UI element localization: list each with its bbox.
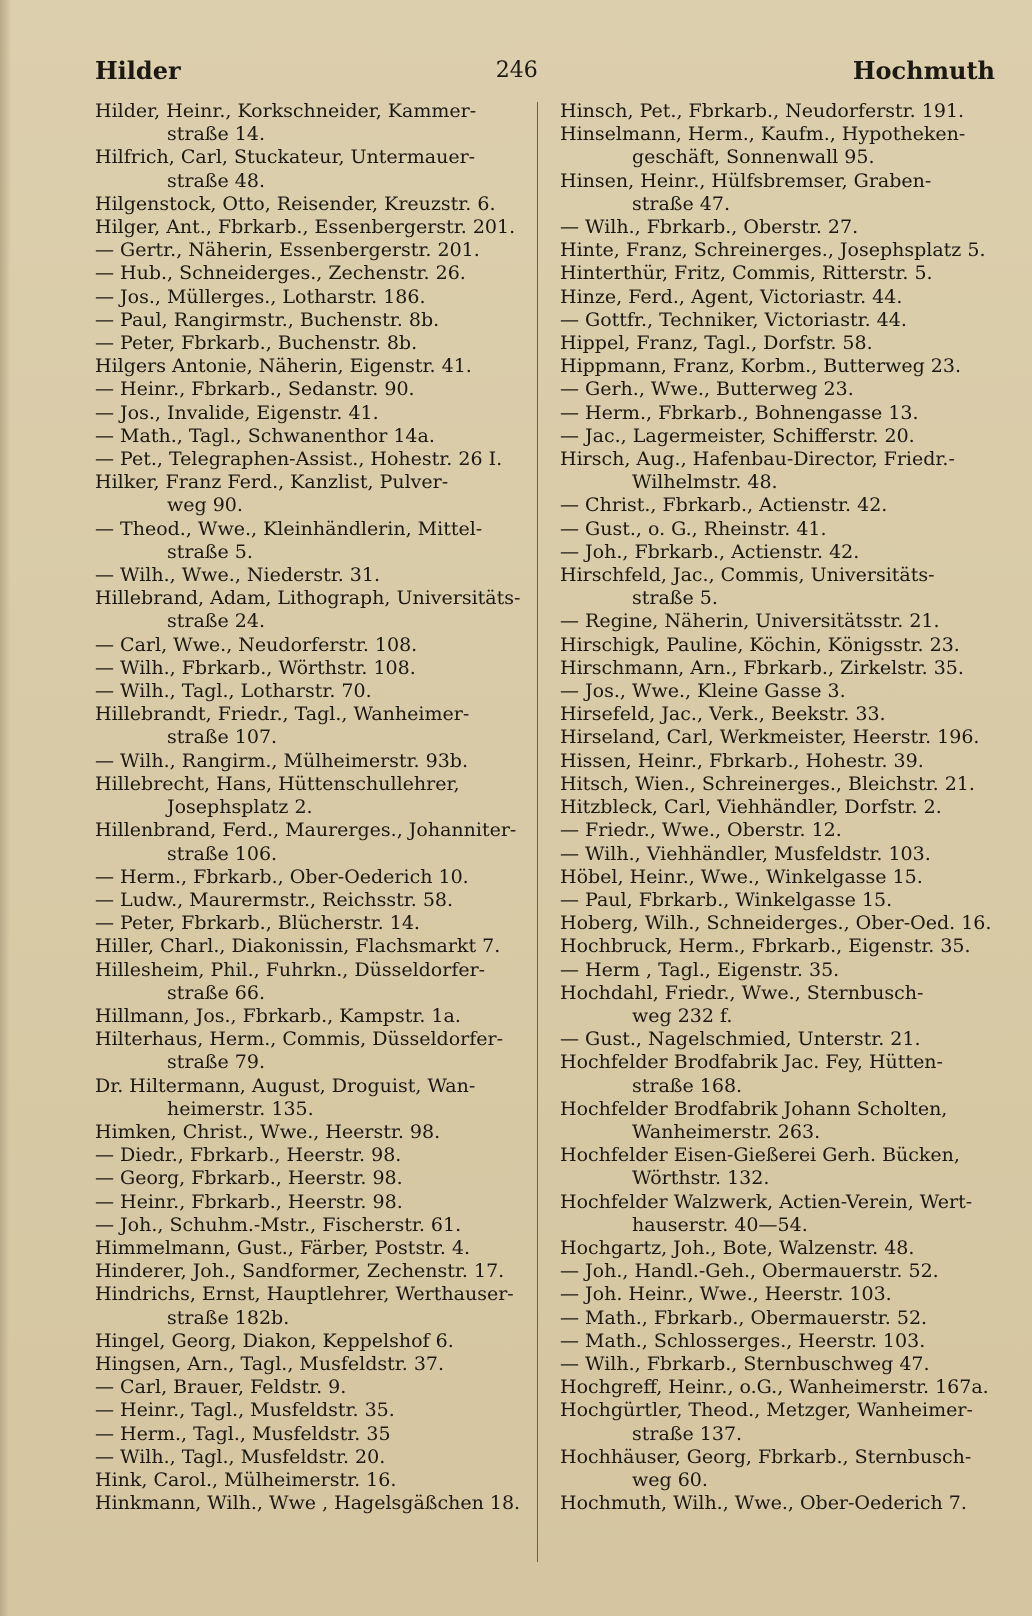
directory-line: — Math., Fbrkarb., Obermauerstr. 52. [560, 1306, 928, 1329]
directory-line: straße 79. [167, 1051, 265, 1074]
directory-line: Dr. Hiltermann, August, Droguist, Wan- [95, 1074, 476, 1097]
directory-line: Hinsch, Pet., Fbrkarb., Neudorferstr. 191. [560, 100, 965, 122]
directory-line: — Jos., Wwe., Kleine Gasse 3. [560, 680, 846, 703]
directory-line: — Heinr., Fbrkarb., Heerstr. 98. [95, 1190, 403, 1213]
directory-line: — Hub., Schneiderges., Zechenstr. 26. [95, 262, 466, 285]
directory-line: straße 48. [167, 169, 265, 192]
directory-line: Hissen, Heinr., Fbrkarb., Hohestr. 39. [560, 749, 924, 772]
directory-line: — Theod., Wwe., Kleinhändlerin, Mittel- [95, 517, 483, 540]
directory-line: weg 90. [167, 494, 243, 517]
directory-line: Hoberg, Wilh., Schneiderges., Ober-Oed. 16. [560, 912, 992, 935]
directory-line: — Gertr., Näherin, Essenbergerstr. 201. [95, 239, 480, 262]
directory-line: — Christ., Fbrkarb., Actienstr. 42. [560, 494, 888, 517]
directory-line: Hilterhaus, Herm., Commis, Düsseldorfer- [95, 1028, 504, 1051]
directory-line: Hinderer, Joh., Sandformer, Zechenstr. 17. [95, 1260, 505, 1283]
directory-line: Hilder, Heinr., Korkschneider, Kammer- [95, 100, 477, 122]
directory-line: — Wilh., Fbrkarb., Wörthstr. 108. [95, 656, 416, 679]
directory-line: Hinte, Franz, Schreinerges., Josephsplatz 5. [560, 239, 986, 262]
directory-line: Hirsefeld, Jac., Verk., Beekstr. 33. [560, 703, 886, 726]
directory-line: Hillmann, Jos., Fbrkarb., Kampstr. 1a. [95, 1004, 461, 1027]
directory-line: Hilker, Franz Ferd., Kanzlist, Pulver- [95, 471, 449, 494]
directory-line: — Paul, Rangirmstr., Buchenstr. 8b. [95, 308, 440, 331]
directory-line: Hippel, Franz, Tagl., Dorfstr. 58. [560, 332, 873, 355]
directory-line: — Regine, Näherin, Universitätsstr. 21. [560, 610, 940, 633]
directory-line: Hochhäuser, Georg, Fbrkarb., Sternbusch- [560, 1445, 972, 1468]
directory-line: Hochfelder Brodfabrik Johann Scholten, [560, 1097, 948, 1120]
directory-line: Hiller, Charl., Diakonissin, Flachsmarkt 7. [95, 935, 501, 958]
page-edge-shadow [0, 0, 10, 1616]
directory-line: Hillesheim, Phil., Fuhrkn., Düsseldorfer- [95, 958, 486, 981]
directory-line: Hinze, Ferd., Agent, Victoriastr. 44. [560, 285, 903, 308]
directory-line: Hochgreff, Heinr., o.G., Wanheimerstr. 167a. [560, 1376, 989, 1399]
directory-line: — Joh., Handl.-Geh., Obermauerstr. 52. [560, 1260, 939, 1283]
directory-line: — Jac., Lagermeister, Schifferstr. 20. [560, 424, 915, 447]
directory-line: — Wilh., Tagl., Musfeldstr. 20. [95, 1445, 386, 1468]
directory-line: Hink, Carol., Mülheimerstr. 16. [95, 1468, 397, 1491]
directory-line: Hingel, Georg, Diakon, Keppelshof 6. [95, 1329, 454, 1352]
directory-line: straße 106. [167, 842, 278, 865]
directory-line: — Pet., Telegraphen-Assist., Hohestr. 26 I. [95, 448, 503, 471]
directory-line: — Herm., Fbrkarb., Bohnengasse 13. [560, 401, 919, 424]
directory-line: Hochdahl, Friedr., Wwe., Sternbusch- [560, 981, 924, 1004]
directory-line: Hillebrecht, Hans, Hüttenschullehrer, [95, 772, 460, 795]
directory-line: Hirsch, Aug., Hafenbau-Director, Friedr.- [560, 448, 955, 471]
directory-line: Himken, Christ., Wwe., Heerstr. 98. [95, 1120, 441, 1143]
directory-line: straße 66. [167, 981, 265, 1004]
directory-line: — Joh., Schuhm.-Mstr., Fischerstr. 61. [95, 1213, 462, 1236]
directory-line: straße 47. [632, 192, 730, 215]
directory-line: — Herm , Tagl., Eigenstr. 35. [560, 958, 840, 981]
directory-line: — Math., Schlosserges., Heerstr. 103. [560, 1329, 926, 1352]
directory-line: Josephsplatz 2. [167, 796, 313, 819]
directory-line: Hilgers Antonie, Näherin, Eigenstr. 41. [95, 355, 472, 378]
directory-line: straße 14. [167, 123, 265, 146]
directory-line: — Diedr., Fbrkarb., Heerstr. 98. [95, 1144, 402, 1167]
directory-line: — Gottfr., Techniker, Victoriastr. 44. [560, 308, 907, 331]
directory-line: — Wilh., Rangirm., Mülheimerstr. 93b. [95, 749, 469, 772]
directory-line: — Jos., Müllerges., Lotharstr. 186. [95, 285, 426, 308]
directory-line: — Friedr., Wwe., Oberstr. 12. [560, 819, 842, 842]
directory-line: Hinselmann, Herm., Kaufm., Hypotheken- [560, 123, 966, 146]
directory-line: Hillenbrand, Ferd., Maurerges., Johanniter- [95, 819, 517, 842]
directory-line: — Heinr., Fbrkarb., Sedanstr. 90. [95, 378, 415, 401]
directory-line: Wörthstr. 132. [632, 1167, 770, 1190]
column-divider [537, 102, 538, 1562]
directory-line: Hitzbleck, Carl, Viehhändler, Dorfstr. 2. [560, 796, 942, 819]
directory-line: Hirseland, Carl, Werkmeister, Heerstr. 196. [560, 726, 980, 749]
directory-line: Höbel, Heinr., Wwe., Winkelgasse 15. [560, 865, 923, 888]
directory-line: Hirschigk, Pauline, Köchin, Königsstr. 23. [560, 633, 960, 656]
directory-line: Hilger, Ant., Fbrkarb., Essenbergerstr. 201. [95, 216, 516, 239]
directory-line: — Herm., Fbrkarb., Ober-Oederich 10. [95, 865, 469, 888]
directory-line: heimerstr. 135. [167, 1097, 314, 1120]
directory-line: Hilfrich, Carl, Stuckateur, Untermauer- [95, 146, 476, 169]
directory-line: — Wilh., Viehhändler, Musfeldstr. 103. [560, 842, 931, 865]
directory-line: Himmelmann, Gust., Färber, Poststr. 4. [95, 1236, 471, 1259]
directory-line: Hochgürtler, Theod., Metzger, Wanheimer- [560, 1399, 973, 1422]
page-number: 246 [495, 57, 538, 83]
directory-line: geschäft, Sonnenwall 95. [632, 146, 875, 169]
directory-line: — Gerh., Wwe., Butterweg 23. [560, 378, 854, 401]
directory-line: — Carl, Wwe., Neudorferstr. 108. [95, 633, 418, 656]
right-column [560, 100, 995, 1515]
directory-line: Hilgenstock, Otto, Reisender, Kreuzstr. 6. [95, 192, 496, 215]
directory-line: straße 5. [167, 540, 253, 563]
directory-line: — Ludw., Maurermstr., Reichsstr. 58. [95, 888, 454, 911]
header-last-name: Hochmuth [852, 55, 995, 85]
directory-line: straße 137. [632, 1422, 743, 1445]
directory-line: Hirschfeld, Jac., Commis, Universitäts- [560, 564, 935, 587]
header-first-name: Hilder [95, 55, 181, 85]
directory-line: — Wilh., Tagl., Lotharstr. 70. [95, 680, 372, 703]
directory-line: Hingsen, Arn., Tagl., Musfeldstr. 37. [95, 1352, 445, 1375]
directory-line: — Wilh., Fbrkarb., Oberstr. 27. [560, 216, 859, 239]
directory-line: Wanheimerstr. 263. [632, 1120, 821, 1143]
directory-line: — Gust., Nagelschmied, Unterstr. 21. [560, 1028, 921, 1051]
directory-line: Hochfelder Eisen-Gießerei Gerh. Bücken, [560, 1144, 960, 1167]
directory-line: Hindrichs, Ernst, Hauptlehrer, Werthauser- [95, 1283, 514, 1306]
directory-line: Hillebrand, Adam, Lithograph, Universitäts- [95, 587, 521, 610]
directory-line: Hinterthür, Fritz, Commis, Ritterstr. 5. [560, 262, 933, 285]
directory-line: — Wilh., Fbrkarb., Sternbuschweg 47. [560, 1352, 930, 1375]
directory-line: — Jos., Invalide, Eigenstr. 41. [95, 401, 379, 424]
directory-line: — Math., Tagl., Schwanenthor 14a. [95, 424, 435, 447]
directory-line: — Paul, Fbrkarb., Winkelgasse 15. [560, 888, 893, 911]
directory-line: — Heinr., Tagl., Musfeldstr. 35. [95, 1399, 395, 1422]
directory-line: Hitsch, Wien., Schreinerges., Bleichstr. 21. [560, 772, 975, 795]
directory-line: straße 168. [632, 1074, 743, 1097]
directory-line: Hippmann, Franz, Korbm., Butterweg 23. [560, 355, 962, 378]
directory-line: — Herm., Tagl., Musfeldstr. 35 [95, 1422, 391, 1445]
directory-line: hauserstr. 40—54. [632, 1213, 808, 1236]
directory-line: — Gust., o. G., Rheinstr. 41. [560, 517, 827, 540]
directory-line: Hochbruck, Herm., Fbrkarb., Eigenstr. 35. [560, 935, 971, 958]
directory-line: Hochmuth, Wilh., Wwe., Ober-Oederich 7. [560, 1492, 967, 1515]
directory-line: — Georg, Fbrkarb., Heerstr. 98. [95, 1167, 403, 1190]
directory-line: Hochfelder Walzwerk, Actien-Verein, Wert- [560, 1190, 973, 1213]
left-column [95, 100, 535, 1515]
directory-line: — Wilh., Wwe., Niederstr. 31. [95, 564, 381, 587]
directory-line: Wilhelmstr. 48. [632, 471, 778, 494]
directory-line: weg 232 f. [632, 1004, 733, 1027]
directory-line: straße 182b. [167, 1306, 290, 1329]
directory-line: — Joh., Fbrkarb., Actienstr. 42. [560, 540, 860, 563]
directory-line: straße 24. [167, 610, 265, 633]
directory-line: straße 5. [632, 587, 718, 610]
directory-line: — Carl, Brauer, Feldstr. 9. [95, 1376, 347, 1399]
directory-line: — Peter, Fbrkarb., Blücherstr. 14. [95, 912, 420, 935]
directory-line: Hirschmann, Arn., Fbrkarb., Zirkelstr. 35. [560, 656, 964, 679]
directory-line: weg 60. [632, 1468, 708, 1491]
directory-line: — Peter, Fbrkarb., Buchenstr. 8b. [95, 332, 418, 355]
directory-line: Hochgartz, Joh., Bote, Walzenstr. 48. [560, 1236, 915, 1259]
page-header [95, 50, 995, 90]
directory-line: — Joh. Heinr., Wwe., Heerstr. 103. [560, 1283, 892, 1306]
directory-line: Hinkmann, Wilh., Wwe , Hagelsgäßchen 18. [95, 1492, 521, 1515]
directory-line: Hinsen, Heinr., Hülfsbremser, Graben- [560, 169, 932, 192]
directory-line: Hillebrandt, Friedr., Tagl., Wanheimer- [95, 703, 470, 726]
directory-line: Hochfelder Brodfabrik Jac. Fey, Hütten- [560, 1051, 943, 1074]
directory-line: straße 107. [167, 726, 278, 749]
